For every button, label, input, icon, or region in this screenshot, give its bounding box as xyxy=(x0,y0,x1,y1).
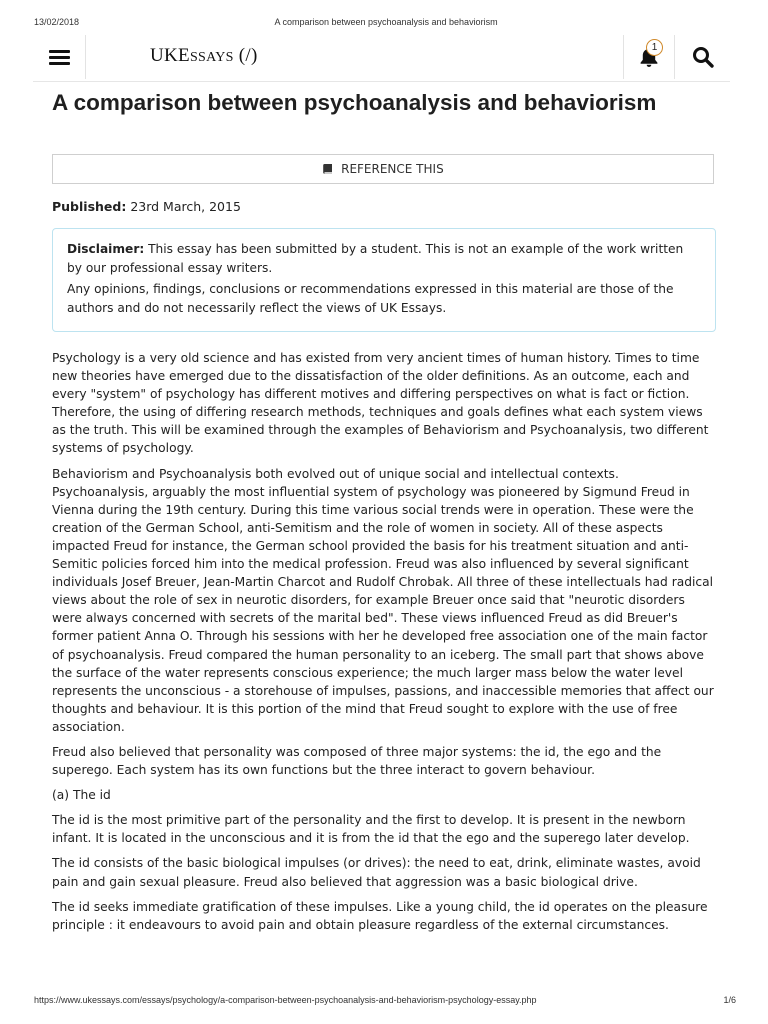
reference-this-label: REFERENCE THIS xyxy=(341,162,444,176)
top-navigation-bar xyxy=(33,35,730,82)
body-paragraph: Psychology is a very old science and has existed from very ancient times of human history. Times to time new theories have emerged due to the dissatisfaction of the older definitions. As an outcome, each and every "system" of psychology has different motives and differing perspectives on what is fact or fiction. Therefore, the using of differing research methods, techniques and goals defines what each system views as the truth. This will be examined through the examples of Behaviorism and Psychoanalysis, two different systems of psychology. xyxy=(52,351,709,456)
body-paragraph: Freud also believed that personality was composed of three major systems: the id, the ego and the superego. Each system has its own functions but the three interact to govern behaviour. xyxy=(52,744,662,778)
section-heading-id: (a) The id xyxy=(52,788,111,803)
body-paragraph: The id consists of the basic biological impulses (or drives): the need to eat, drink, eliminate wastes, avoid pain and gain sexual pleasure. Freud also believed that aggression was a basic biological drive. xyxy=(52,856,701,889)
published-line xyxy=(52,199,241,214)
search-button[interactable] xyxy=(674,35,731,79)
page-title: A comparison between psychoanalysis and behaviorism xyxy=(52,90,657,115)
body-paragraph: Behaviorism and Psychoanalysis both evolved out of unique social and intellectual contexts. Psychoanalysis, arguably the most influential system of psychology was pioneered by Sigmund Freud in Vienna during the 19th century. During this time various social trends were in operation. These were the creation of the German School, anti-Semitism and the role of women in society. All of these aspects impacted Freud for instance, the German school provided the basis for his treatment situation and anti-Semitic policies forced him into the medical profession. Freud was also influenced by several significant individuals Josef Breuer, Jean-Martin Charcot and Rudolf Chrobak. All three of these intellectuals had radical views about the role of sex in neurotic disorders, for example Breuer once said that "neurotic disorders were always concerned with secrets of the marital bed". These views influenced Freud as did Breuer's former patient Anna O. Through his sessions with her he developed free association one of the main factor of psychoanalysis. Freud compared the human personality to an iceberg. The small part that shows above the surface of the water represents conscious experience; the much larger mass below the water level represents the unconscious - a storehouse of impulses, passions, and inaccessible memories that affect our thoughts and behaviour. It is this portion of the mind that Freud sought to explore with the use of free association. xyxy=(52,466,714,734)
disclaimer-label: Disclaimer: xyxy=(67,242,145,256)
disclaimer-text-1: This essay has been submitted by a student. This is not an example of the work written by our professional essay writers. xyxy=(67,242,684,275)
logo-initials: UKE xyxy=(150,45,190,66)
page-number: 1/6 xyxy=(723,995,736,1005)
print-footer xyxy=(34,995,736,1009)
disclaimer-box xyxy=(52,228,716,332)
site-logo-link[interactable] xyxy=(150,45,258,67)
page-url: https://www.ukessays.com/essays/psychology/a-comparison-between-psychoanalysis-and-behaviorism-psychology-essay.php xyxy=(34,995,537,1005)
published-date: 23rd March, 2015 xyxy=(126,199,241,214)
body-paragraph: The id is the most primitive part of the personality and the first to develop. It is present in the newborn infant. It is located in the unconscious and it is from the id that the ego and the superego later develop. xyxy=(52,813,690,846)
notifications-button[interactable] xyxy=(623,35,676,79)
menu-button[interactable] xyxy=(33,35,86,79)
logo-rest: SSAYS xyxy=(189,50,234,65)
article-body xyxy=(52,349,714,941)
book-icon xyxy=(322,163,334,175)
disclaimer-text-2: Any opinions, findings, conclusions or recommendations expressed in this material are those of the authors and do not necessarily reflect the views of UK Essays. xyxy=(67,282,674,315)
reference-this-button[interactable] xyxy=(52,154,714,184)
notification-count-badge: 1 xyxy=(646,39,663,56)
print-header xyxy=(34,17,738,31)
logo-suffix: (/) xyxy=(233,45,258,66)
search-icon xyxy=(691,45,715,69)
print-title: A comparison between psychoanalysis and behaviorism xyxy=(274,17,498,27)
print-date: 13/02/2018 xyxy=(34,17,80,27)
body-paragraph: The id seeks immediate gratification of these impulses. Like a young child, the id operates on the pleasure principle : it endeavours to avoid pain and obtain pleasure regardless of the external circumstances. xyxy=(52,899,708,932)
published-label: Published: xyxy=(52,199,127,214)
disclaimer-paragraph-1 xyxy=(67,240,701,277)
